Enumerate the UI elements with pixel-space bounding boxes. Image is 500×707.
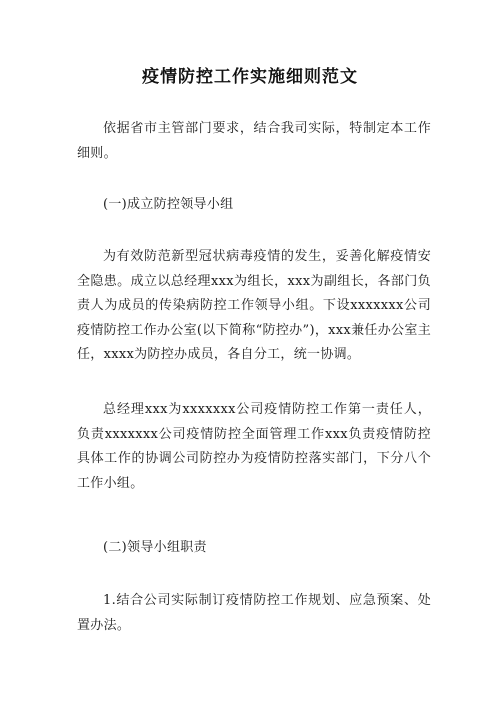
paragraph-responsibility: 总经理xxx为xxxxxxx公司疫情防控工作第一责任人，负责xxxxxxx公司疫情防控全面管理工作xxx负责疫情防控具体工作的协调公司防控办为疫情防控落实部门，下分八个工作小组。 <box>77 402 431 491</box>
section-heading-1: (一)成立防控领导小组 <box>103 197 234 212</box>
section-heading-2: (二)领导小组职责 <box>103 540 207 555</box>
intro-paragraph: 依据省市主管部门要求，结合我司实际，特制定本工作细则。 <box>77 121 431 161</box>
document-title: 疫情防控工作实施细则范文 <box>142 67 358 87</box>
paragraph-leadership-group: 为有效防范新型冠状病毒疫情的发生，妥善化解疫情安全隐患。成立以总经理xxx为组长，xxx为副组长，各部门负责人为成员的传染病防控工作领导小组。下设xxxxxxx公司疫情防控工作办公室(以下简称“防控办”)，xxx兼任办公室主任，xxxx为防控办成员，各自分工，统一协调。 <box>77 249 431 362</box>
list-item-1: 1.结合公司实际制订疫情防控工作规划、应急预案、处置办法。 <box>77 593 431 633</box>
